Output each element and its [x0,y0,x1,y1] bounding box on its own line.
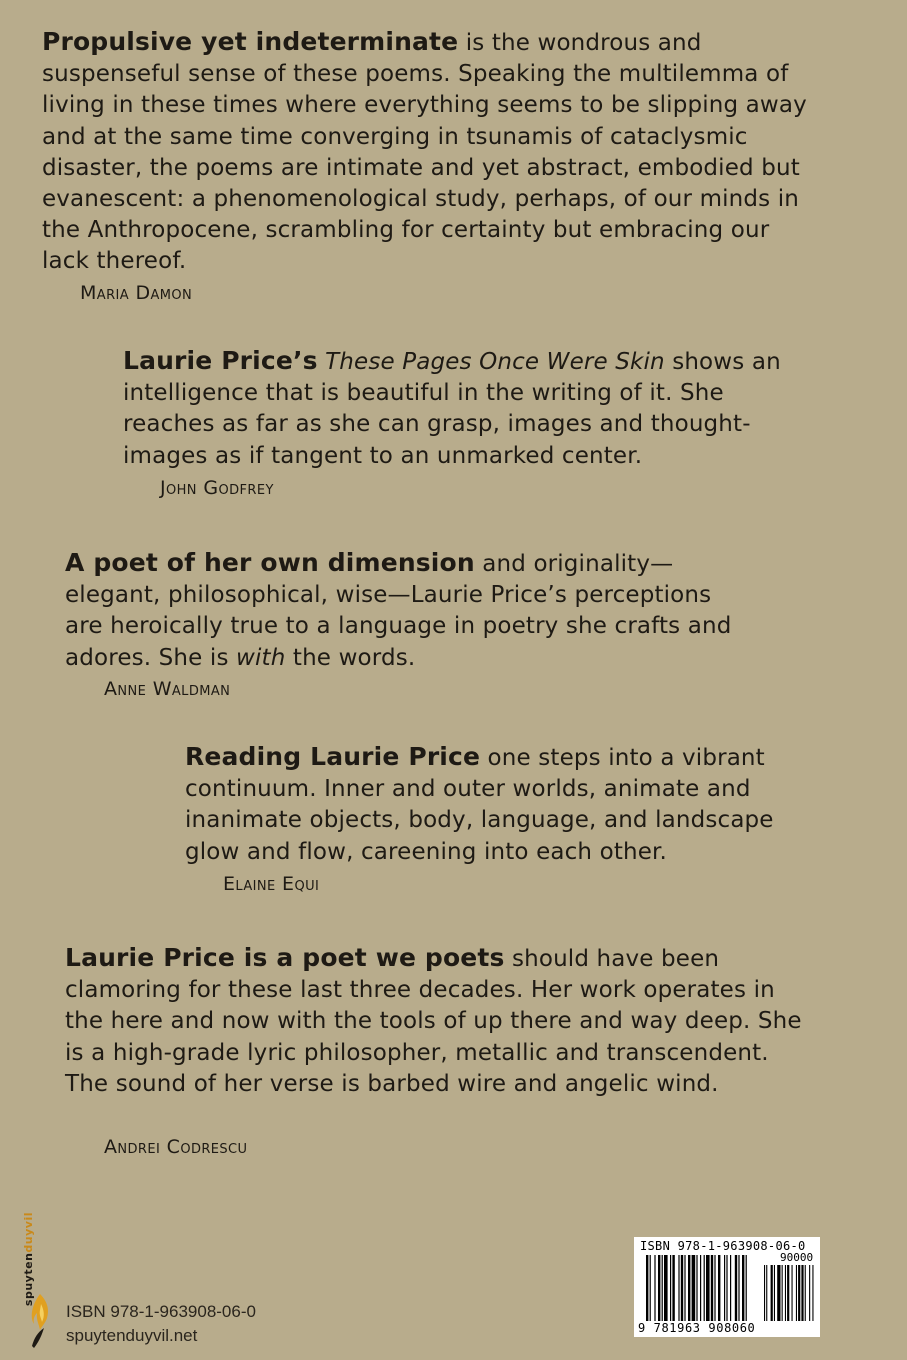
blurb-lead: A poet of her own dimension [65,548,475,577]
barcode-isbn-label: ISBN 978-1-963908-06-0 [640,1239,806,1253]
blurb-lead: Laurie Price’s [123,346,318,375]
barcode-bar [662,1255,663,1321]
addon-bar [812,1265,813,1321]
barcode-bar [746,1255,747,1321]
publisher-info [66,1300,256,1348]
blurb-lead: Laurie Price is a poet we poets [65,943,505,972]
blurb-author: Andrei Codrescu [104,1136,248,1158]
barcode-bar [700,1255,701,1321]
blurb-waldman [65,547,745,674]
barcode-bar [681,1255,683,1321]
blurb-text-end: the words. [285,644,416,671]
barcode-bar [670,1255,671,1321]
addon-bar [764,1265,765,1321]
barcode-bar [672,1255,674,1321]
addon-bar [774,1265,775,1321]
addon-bar [787,1265,789,1321]
addon-bar [785,1265,786,1321]
barcode-bar [654,1255,655,1321]
isbn-text: ISBN 978-1-963908-06-0 [66,1302,256,1321]
barcode-bar [650,1255,651,1321]
blurb-text: and originality—elegant, philosophical, wise—Laurie Price’s perceptions are heroically true to a language in poetry she crafts and adores. She is [65,551,732,671]
book-title: These Pages Once Were Skin [325,349,665,375]
barcode-bar [658,1255,660,1321]
addon-bar [796,1265,797,1321]
barcode-bar [664,1255,668,1321]
addon-bar [792,1265,793,1321]
addon-bar [798,1265,800,1321]
barcode-bar [714,1255,715,1321]
barcode-addon-number: 90000 [780,1251,814,1264]
barcode-bar [678,1255,679,1321]
blurb-godfrey [123,345,783,472]
barcode-bar [711,1255,713,1321]
barcode-bar [696,1255,697,1321]
isbn-barcode [634,1237,820,1337]
blurb-author: Maria Damon [80,282,193,304]
barcode-bar [735,1255,737,1321]
barcode-bar [730,1255,731,1321]
flame-logo-icon [28,1200,52,1350]
barcode-bar [692,1255,696,1321]
blurb-text: should have been clamoring for these last three decades. Her work operates in the here and now with the tools of up there and way deep. She is a high-grade lyric philosopher, metallic and transcendent. The sound of her verse is barbed wire and angelic wind. [65,946,802,1097]
barcode-bar [704,1255,705,1321]
barcode-bar [724,1255,725,1321]
blurb-lead: Propulsive yet indeterminate [42,27,459,56]
barcode-bar [706,1255,710,1321]
addon-bar [782,1265,783,1321]
blurb-text: one steps into a vibrant continuum. Inner and outer worlds, animate and inanimate objects, body, language, and landscape glow and flow, careening into each other. [185,745,774,865]
blurb-damon [42,26,812,278]
barcode-ean-digits: 9 781963 908060 [638,1321,756,1335]
blurb-codrescu [65,942,805,1100]
blurb-author: Elaine Equi [223,873,320,895]
barcode-bar [738,1255,739,1321]
blurb-text: shows an intelligence that is beautiful in the writing of it. She reaches as far as she can grasp, images and thought-images as if tangent to an unmarked center. [123,349,781,469]
blurb-text: is the wondrous and suspenseful sense of these poems. Speaking the multilemma of living in these times where everything seems to be slipping away and at the same time converging in tsunamis of cataclysmic disaster, the poems are intimate and yet abstract, embodied but evanescent: a phenomenological study, perhaps, of our minds in the Anthropocene, scrambling for certainty but embracing our lack thereof. [42,30,807,275]
addon-bar [801,1265,803,1321]
blurb-author: Anne Waldman [104,678,231,700]
barcode-bar [684,1255,685,1321]
addon-bar [771,1265,773,1321]
logo-word-1: spuyten [22,1252,35,1307]
barcode-bar [726,1255,727,1321]
blurb-author: John Godfrey [160,477,274,499]
barcode-bar [688,1255,690,1321]
publisher-website: spuytenduyvil.net [66,1326,198,1345]
addon-bar [805,1265,806,1321]
blurb-emphasis: with [236,644,286,671]
barcode-bar [646,1255,648,1321]
barcode-bar [742,1255,744,1321]
addon-bar [777,1265,780,1321]
blurb-lead: Reading Laurie Price [185,742,481,771]
barcode-bar [718,1255,720,1321]
logo-word-2: duyvil [22,1212,35,1253]
addon-bar [766,1265,767,1321]
addon-bar [809,1265,810,1321]
blurb-equi [185,741,805,868]
